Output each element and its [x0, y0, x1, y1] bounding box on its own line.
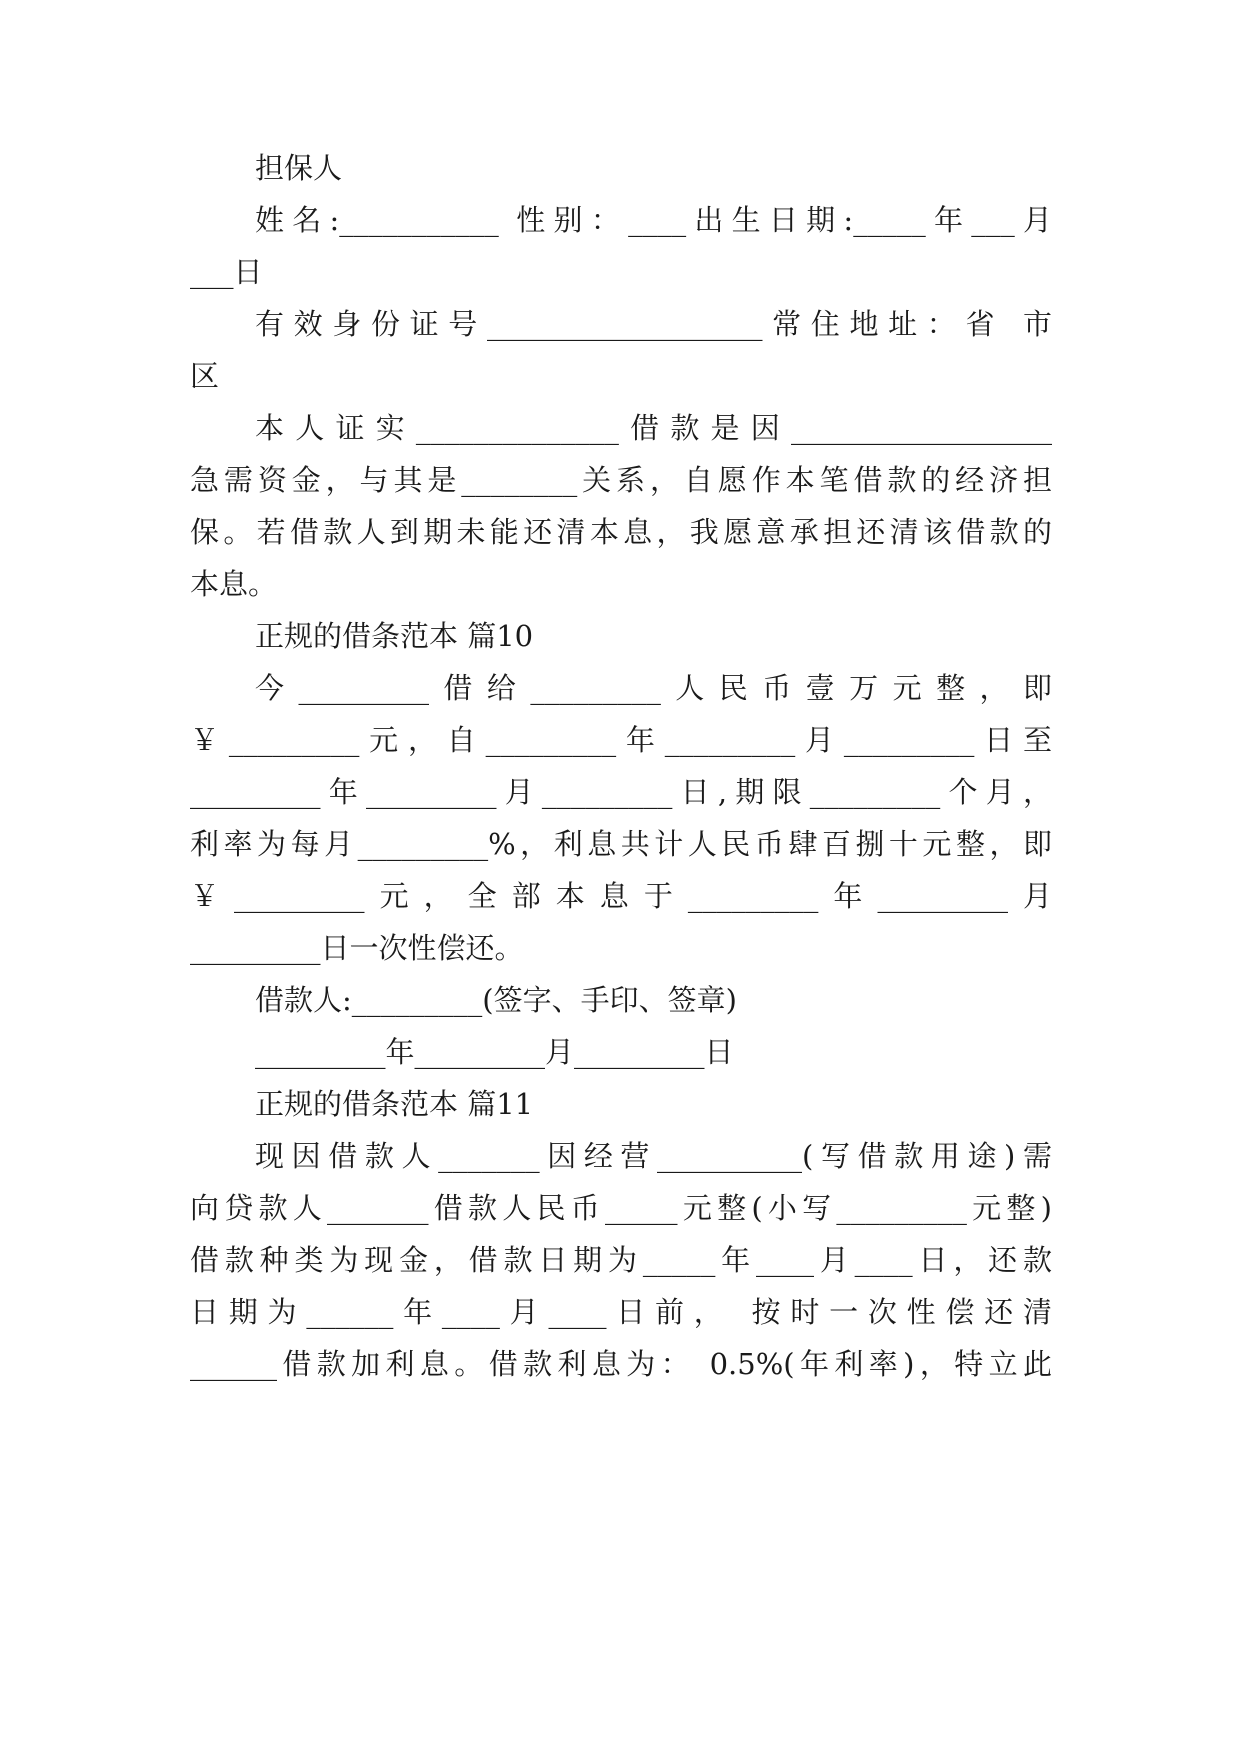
section-10-line-2: ￥_________元，自_________年_________月_________日至 [190, 723, 1052, 757]
section-11-line-3: 借款种类为现金，借款日期为_____年____月____日，还款 [190, 1243, 1052, 1277]
section-10-line-5: ￥_________元，全部本息于_________年_________月 [190, 879, 1052, 913]
section-10-line-4: 利率为每月_________%，利息共计人民币肆百捌十元整，即 [190, 827, 1052, 861]
guarantor-id-line: 有效身份证号___________________常住地址：省 市 [255, 307, 1052, 341]
section-heading-10: 正规的借条范本 篇10 [255, 619, 534, 653]
section-11-line-2: 向贷款人_______借款人民币_____元整(小写_________元整) [190, 1191, 1052, 1225]
section-11-line-1: 现因借款人_______因经营__________(写借款用途)需 [255, 1139, 1052, 1173]
section-10-line-1: 今_________借给_________人民币壹万元整，即 [255, 671, 1052, 705]
guarantor-name-line: 姓名:___________ 性别：____出生日期:_____年___月 [255, 203, 1052, 237]
guarantor-id-line-cont: 区 [190, 359, 220, 393]
section-10-line-6: _________日一次性偿还。 [190, 931, 524, 965]
guarantor-statement-line-4: 本息。 [190, 567, 278, 601]
section-10-line-3: _________年_________月_________日,期限_________个月， [190, 775, 1052, 809]
guarantor-statement-line-2: 急需资金，与其是________关系，自愿作本笔借款的经济担 [190, 463, 1052, 497]
borrower-signature-line: 借款人:_________(签字、手印、签章) [255, 983, 737, 1017]
section-11-line-5: ______借款加利息。借款利息为： 0.5%(年利率)，特立此 [190, 1347, 1052, 1381]
signature-date-line: _________年_________月_________日 [255, 1035, 734, 1069]
section-heading-11: 正规的借条范本 篇11 [255, 1087, 534, 1121]
guarantor-statement-line-1: 本人证实______________借款是因__________________ [255, 411, 1052, 445]
guarantor-heading: 担保人 [255, 151, 343, 185]
guarantor-statement-line-3: 保。若借款人到期未能还清本息，我愿意承担还清该借款的 [190, 515, 1052, 549]
guarantor-name-line-cont: ___日 [190, 255, 263, 289]
section-11-line-4: 日期为______年____月____日前， 按时一次性偿还清 [190, 1295, 1052, 1329]
